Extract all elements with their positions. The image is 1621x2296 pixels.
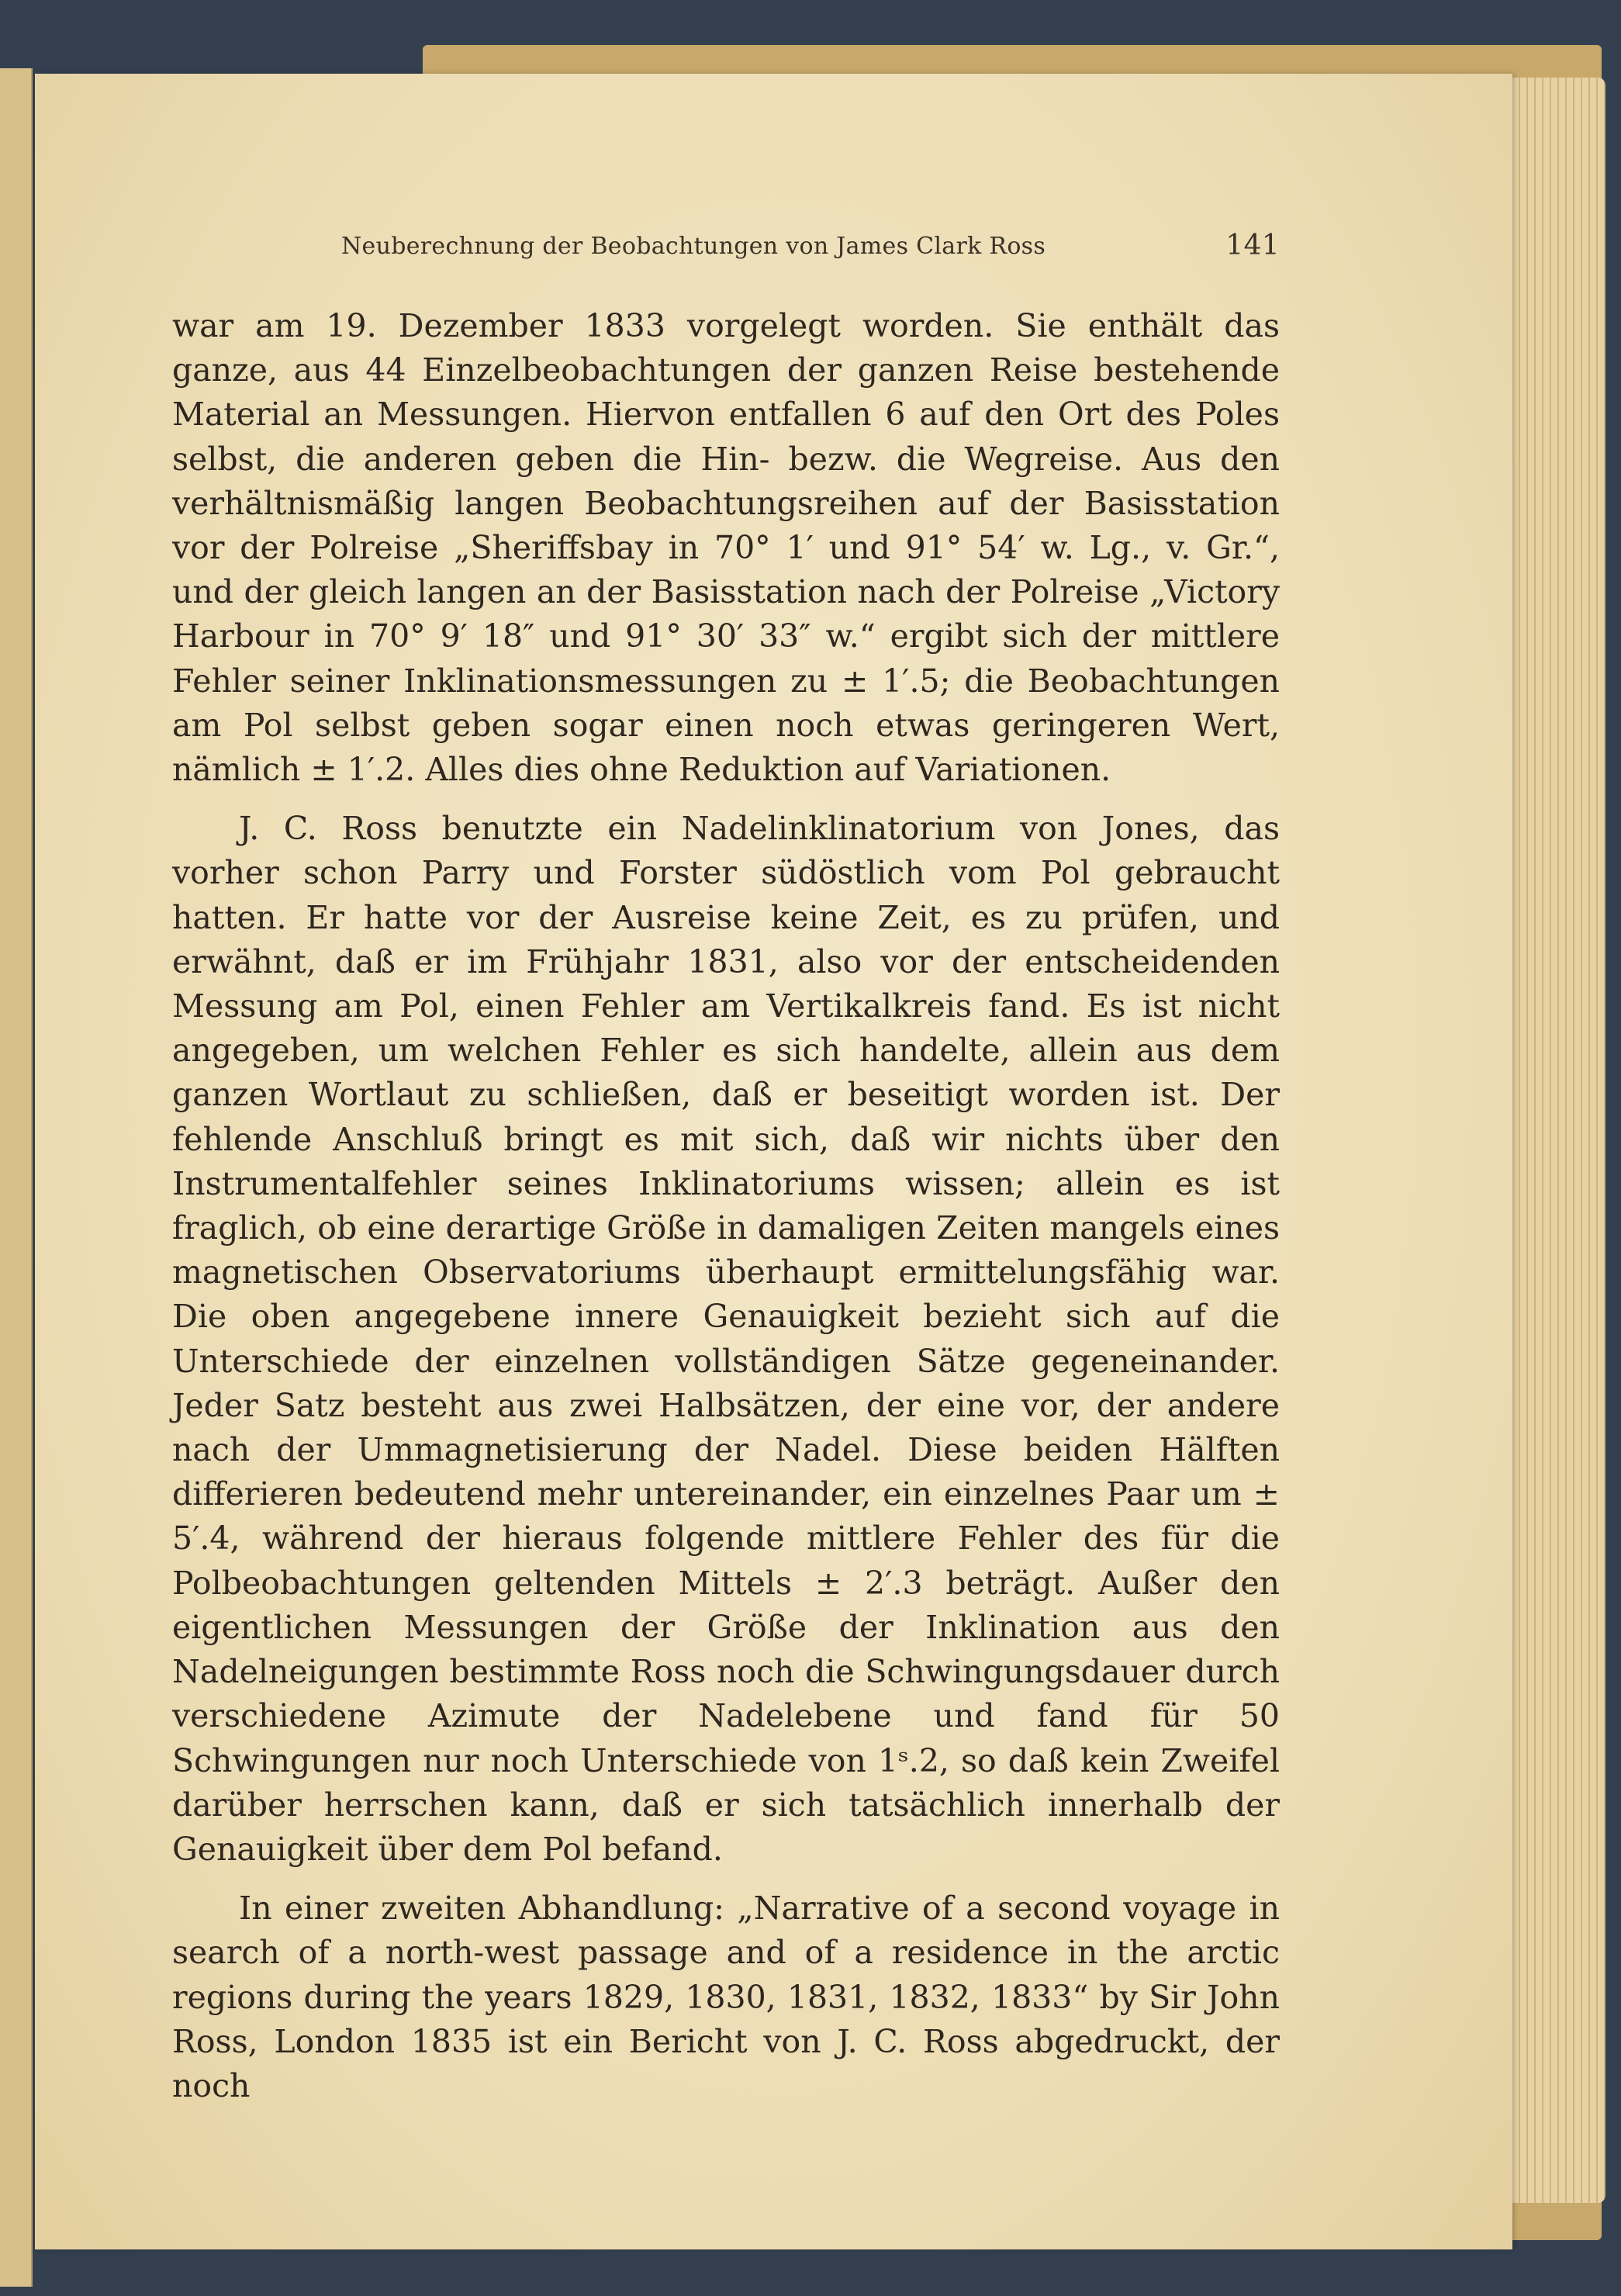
paragraph-2: J. C. Ross benutzte ein Nadelinklinatorium von Jones, das vorher schon Parry und Forster südöstlich vom Pol gebraucht hatten. Er hatte vor der Ausreise keine Zeit, es zu prüfen, und erwähnt, daß er im Frühjahr 1831, also vor der entscheidenden Messung am Pol, einen Fehler am Vertikalkreis fand. Es ist nicht angegeben, um welchen Fehler es sich handelte, allein aus dem ganzen Wortlaut zu schließen, daß er beseitigt worden ist. Der fehlende Anschluß bringt es mit sich, daß wir nichts über den Instrumentalfehler seines Inklinatoriums wissen; allein es ist fraglich, ob eine derartige Größe in damaligen Zeiten mangels eines magnetischen Observatoriums überhaupt ermittelungsfähig war. Die oben angegebene innere Genauigkeit bezieht sich auf die Unterschiede der einzelnen vollständigen Sätze gegeneinander. Jeder Satz besteht aus zwei Halbsätzen, der eine vor, der andere nach der Ummagnetisierung der Nadel. Diese beiden Hälften differieren bedeutend mehr untereinander, ein einzelnes Paar um ± 5′.4, während der hieraus folgende mittlere Fehler des für die Polbeobachtungen geltenden Mittels ± 2′.3 beträgt. Außer den eigentlichen Messungen der Größe der Inklination aus den Nadelneigungen bestimmte Ross noch die Schwingungsdauer durch verschiedene Azimute der Nadelebene und fand für 50 Schwingungen nur noch Unterschiede von 1ˢ.2, so daß kein Zweifel darüber herrschen kann, daß er sich tatsächlich innerhalb der Genauigkeit über dem Pol befand. (172, 810, 1280, 1868)
running-title: Neuberechnung der Beobachtungen von James Clark Ross (341, 233, 1046, 260)
body-text (172, 304, 1280, 2108)
previous-page-edge (0, 68, 33, 2287)
running-header (341, 230, 1280, 271)
paragraph-1: war am 19. Dezember 1833 vorgelegt worden. Sie enthält das ganze, aus 44 Einzelbeobachtungen der ganzen Reise bestehende Material an Messungen. Hiervon entfallen 6 auf den Ort des Poles selbst, die anderen geben die Hin- bezw. die Wegreise. Aus den verhältnismäßig langen Beobachtungsreihen auf der Basisstation vor der Polreise „Sheriffsbay in 70° 1′ und 91° 54′ w. Lg., v. Gr.“, und der gleich langen an der Basisstation nach der Polreise „Victory Harbour in 70° 9′ 18″ und 91° 30′ 33″ w.“ ergibt sich der mittlere Fehler seiner Inklinationsmessungen zu ± 1′.5; die Beobachtungen am Pol selbst geben sogar einen noch etwas geringeren Wert, nämlich ± 1′.2. Alles dies ohne Reduktion auf Variationen. (172, 307, 1280, 789)
page-number: 141 (1225, 230, 1280, 261)
paragraph-3: In einer zweiten Abhandlung: „Narrative of a second voyage in search of a north-west passage and of a residence in the arctic regions during the years 1829, 1830, 1831, 1832, 1833“ by Sir John Ross, London 1835 ist ein Bericht von J. C. Ross abgedruckt, der noch (172, 1890, 1280, 2104)
